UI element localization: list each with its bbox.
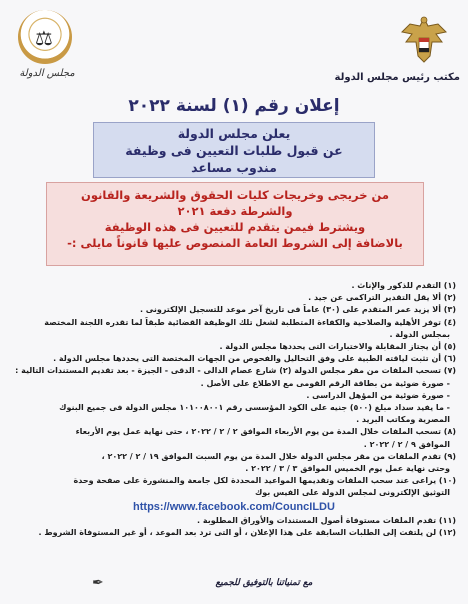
condition-item: - صورة ضوئية من المؤهل الدراسى . (306, 390, 450, 400)
facebook-link[interactable]: https://www.facebook.com/CouncILDU (133, 500, 335, 513)
closing-wish: مع تمنياتنا بالتوفيق للجميع (215, 578, 313, 588)
pen-icon: ✒ (92, 575, 104, 591)
announce-line-1: يعلن مجلس الدولة (177, 126, 291, 141)
condition-item: المصرية ومكاتب البريد . (356, 415, 450, 425)
condition-item: (١٢) لن يلتفت إلى الطلبات السابقة على هذا الإعلان ، أو التى ترد بعد الموعد ، أو غير المستوفاة الشروط . (38, 527, 456, 537)
condition-item: (٢) ألا يقل التقدير التراكمى عن جيد . (308, 293, 456, 303)
condition-item: بمجلس الدولة . (389, 329, 450, 339)
condition-item: - صورة ضوئية من بطاقة الرقم القومى مع الاطلاع على الأصل . (200, 378, 450, 388)
eligibility-line-1: من خريجى وخريجات كليات الحقوق والشريعة والقانون (81, 188, 389, 202)
conditions-list (12, 280, 456, 539)
condition-item: (٥) أن يجتاز المقابلة والاختبارات التى يحددها مجلس الدولة . (219, 342, 456, 352)
condition-item: (١) التقدم للذكور والإناث . (351, 281, 456, 290)
condition-item: الموافق ٩ / ٢ / ٢٠٢٢ . (363, 439, 450, 449)
condition-item: (٨) تسحب الملفات خلال المدة من يوم الأربعاء الموافق ٢ / ٢ / ٢٠٢٢ ، حتى نهاية عمل يوم الأربعاء (75, 427, 456, 437)
condition-item: التوثيق الإلكترونى لمجلس الدولة على الفيس بوك (254, 488, 450, 498)
eligibility-line-3: ويشترط فيمن يتقدم للتعيين فى هذه الوظيفة (104, 220, 366, 234)
announce-box (93, 122, 375, 178)
left-caption: مجلس الدولة (19, 68, 75, 79)
council-seal-icon (18, 10, 72, 64)
condition-item: (١١) تقدم الملفات مستوفاة أصول المستندات والأوراق المطلوبة . (197, 515, 456, 525)
condition-item: (٣) ألا يزيد عمر المتقدم على (٣٠) عاماً فى تاريخ آخر موعد للتسجيل الإلكترونى . (139, 305, 456, 315)
condition-item: (٤) توفر الأهلية والصلاحية والكفاءة المتطلبة لشغل تلك الوظيفة القضائية طبقاً لما تقدره اللجنة المختصة (44, 317, 456, 327)
eligibility-line-2: والشرطة دفعة ٢٠٢١ (177, 204, 293, 218)
eagle-emblem-icon (398, 12, 450, 68)
announce-line-3: مندوب مساعد (191, 160, 277, 175)
condition-item: وحتى نهاية عمل يوم الخميس الموافق ٣ / ٣ / ٢٠٢٢ . (245, 464, 450, 474)
condition-item: (٩) تقدم الملفات من مقر مجلس الدولة خلال المدة من يوم السبت الموافق ١٩ / ٢ / ٢٠٢٢ ، (101, 451, 456, 461)
condition-item: (٧) تسحب الملفات من مقر مجلس الدولة (٢) شارع عصام الدالى - الدقى - الجيزة - بعد تقديم المستندات التالية : (15, 366, 456, 376)
condition-item: - ما يفيد سداد مبلغ (٥٠٠) جنيه على الكود المؤسسى رقم ١٠١٠٠٨٠٠١ مجلس الدولة فى جميع البنوك (59, 403, 450, 413)
eligibility-line-4: بالاضافة إلى الشروط العامة المنصوص عليها قانوناً مايلى :- (67, 236, 403, 250)
eligibility-box (46, 182, 424, 266)
condition-item: (١٠) يراعى عند سحب الملفات وتقديمها المواعيد المحددة لكل جامعة والمنشورة على صفحة وحدة (73, 476, 456, 486)
page-title: إعلان رقم (١) لسنة ٢٠٢٢ (128, 96, 340, 116)
announce-line-2: عن قبول طلبات التعيين فى وظيفة (125, 143, 343, 158)
condition-item: (٦) أن تثبت لياقته الطبية على وفق التحاليل والفحوص من الجهات المختصة التى يحددها مجلس الدولة . (53, 354, 456, 364)
right-caption: مكتب رئيس مجلس الدولة (334, 72, 460, 83)
scales-icon: ⚖ (35, 26, 53, 50)
